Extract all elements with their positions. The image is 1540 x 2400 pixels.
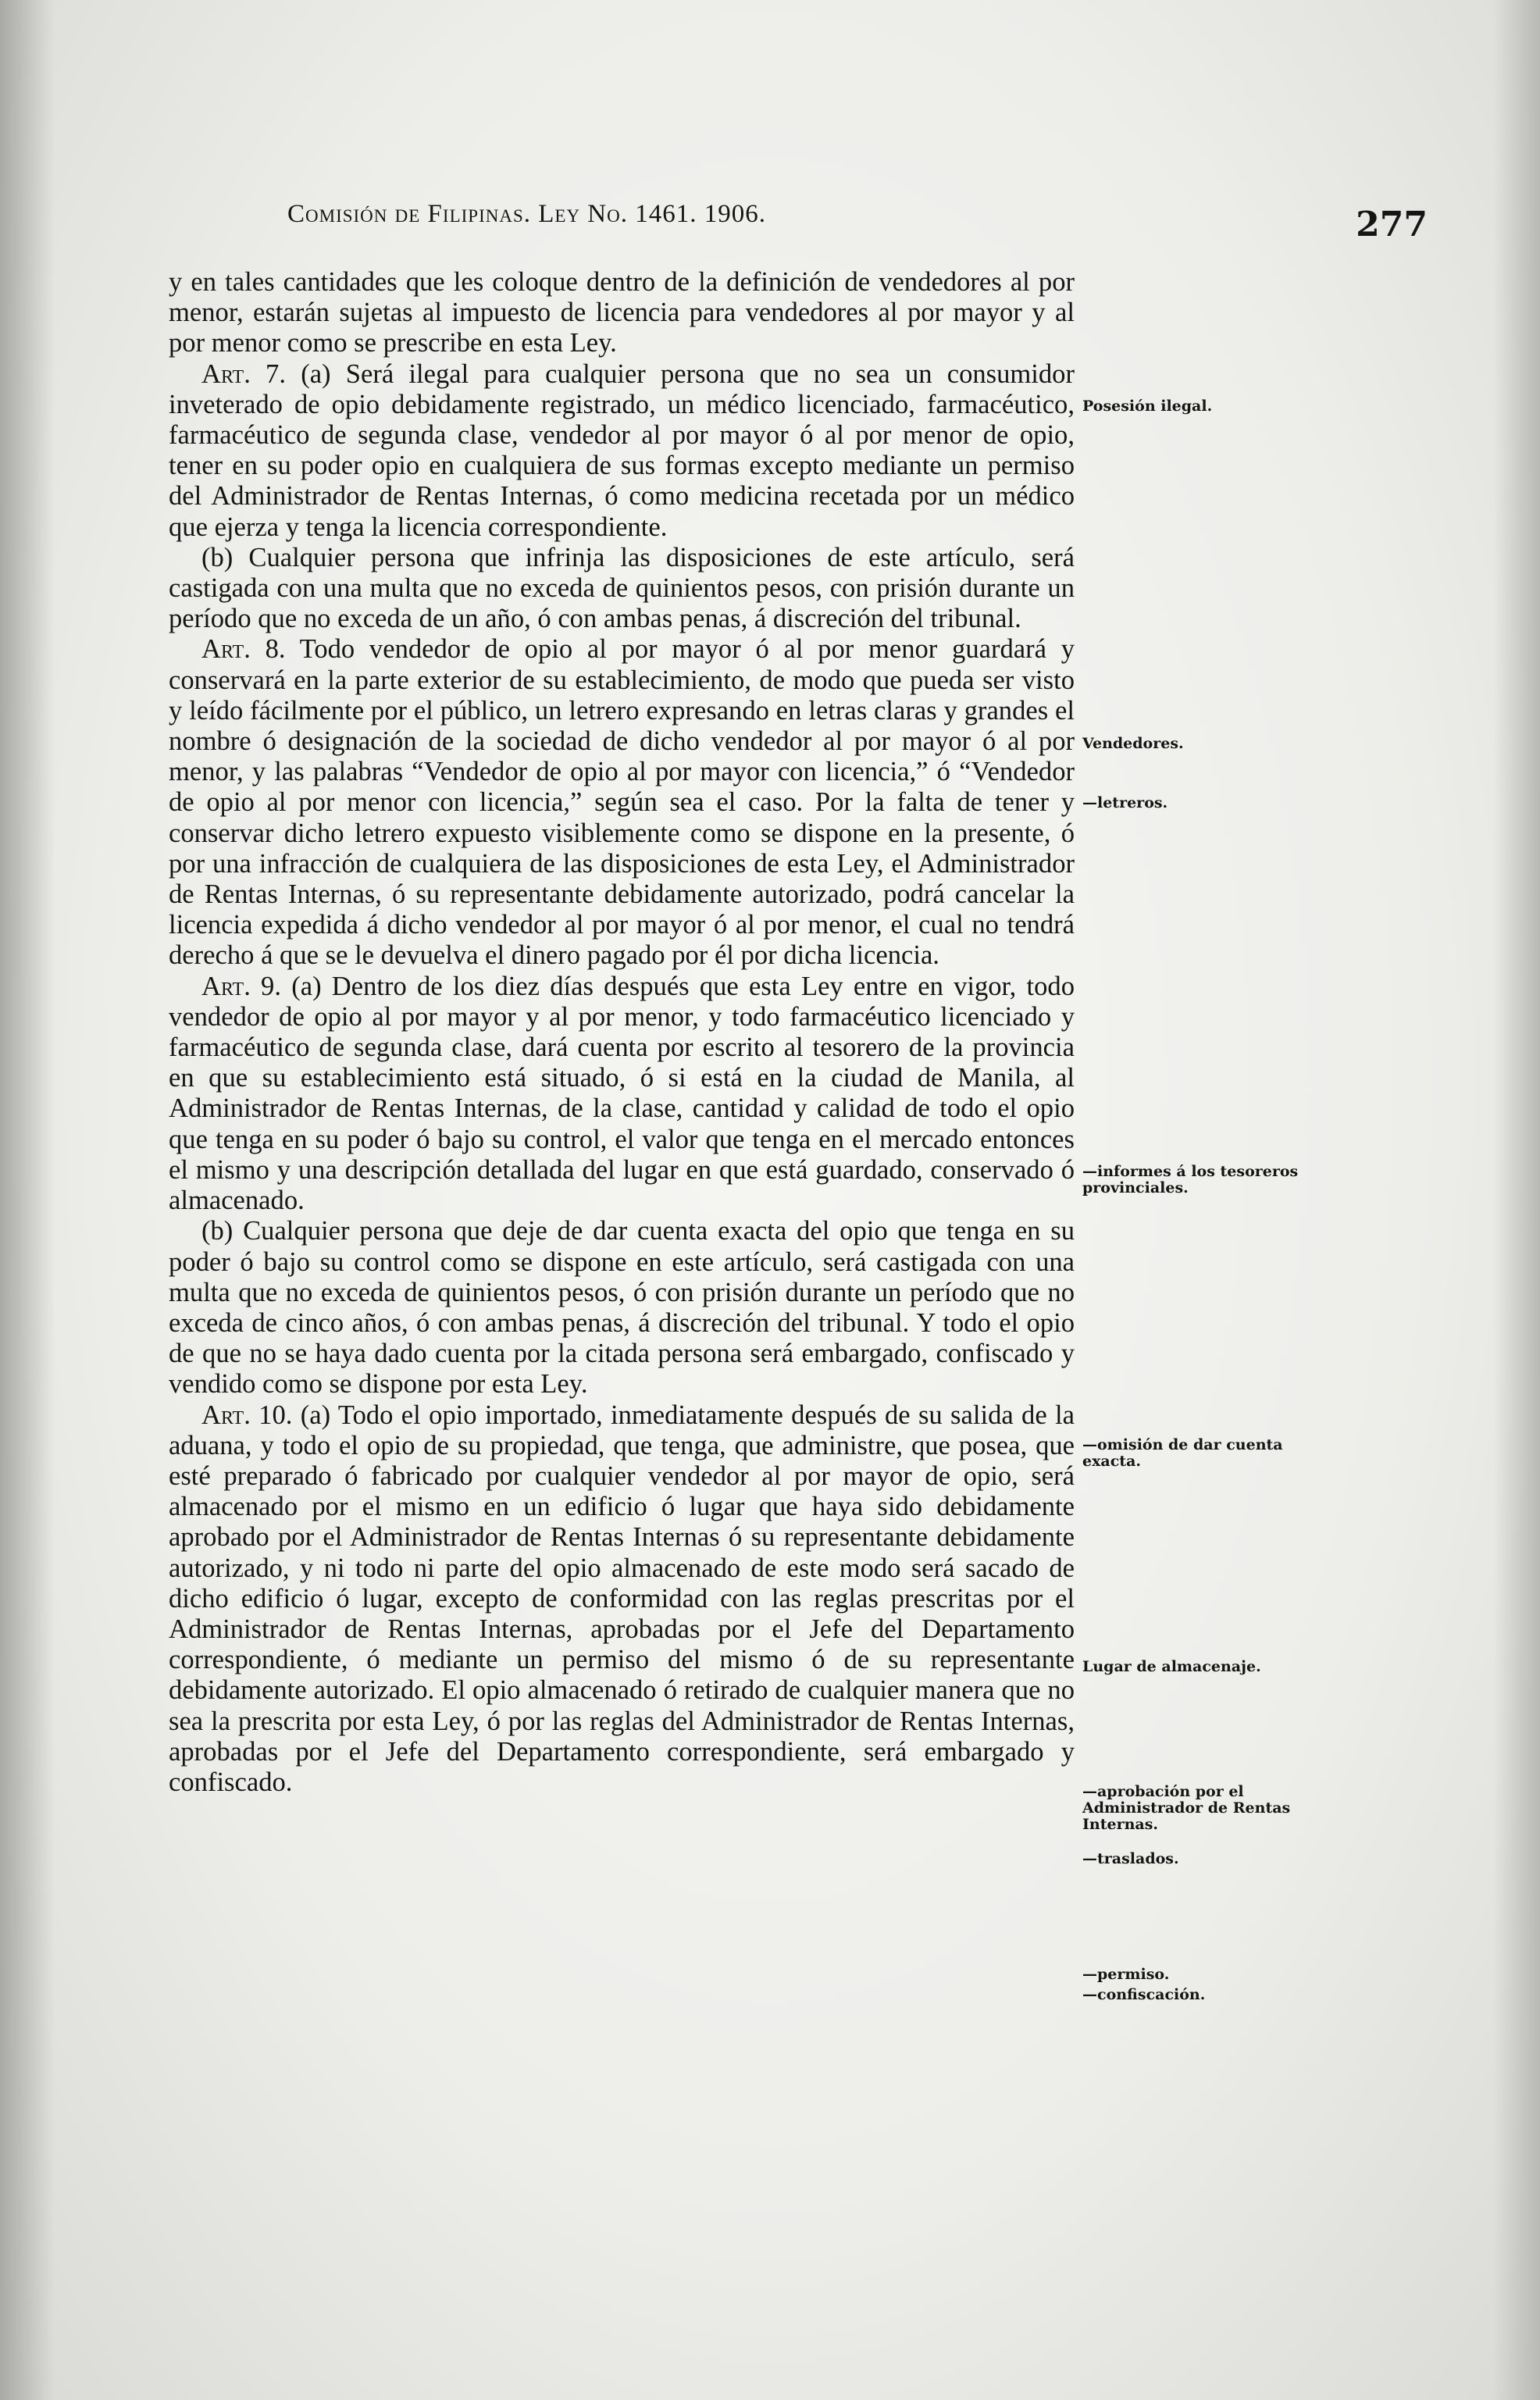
- running-head: Comisión de Filipinas. Ley No. 1461. 1906.: [287, 200, 767, 228]
- paragraph-text: (b) Cualquier persona que deje de dar cuenta exacta del opio que tenga en su poder ó bajo su control como se dispone en este artículo, será castigada con una multa que no exceda de quinientos pesos, ó con prisión durante un período que no exceda de cinco años, ó con ambas penas, á discreción del tribunal. Y todo el opio de que no se haya dado cuenta por la citada persona será embargado, confiscado y vendido como se dispone por esta Ley.: [169, 1216, 1075, 1400]
- margin-note-posesion-ilegal: Posesión ilegal.: [1082, 398, 1213, 415]
- article-label: Art. 9.: [201, 971, 281, 1001]
- article-label: Art. 7.: [201, 358, 286, 389]
- paragraph-text: (a) Dentro de los diez días después que esta Ley entre en vigor, todo vendedor de opio al por mayor y al por menor, y todo farmacéutico licenciado y farmacéutico de segunda clase, dará cuenta por escrito al tesorero de la provincia en que su establecimiento está situado, ó si está en la ciudad de Manila, al Administrador de Rentas Internas, de la clase, cantidad y calidad de todo el opio que tenga en su poder ó bajo su control, el valor que tenga en el mercado entonces el mismo y una descripción detallada del lugar en que está guardado, conservado ó almacenado.: [169, 971, 1075, 1216]
- paragraph-text: (a) Será ilegal para cualquier persona que no sea un consumidor inveterado de opio debidamente registrado, un médico licenciado, farmacéutico, farmacéutico de segunda clase, vendedor al por mayor ó al por menor de opio, tener en su poder opio en cualquiera de sus formas excepto mediante un permiso del Administrador de Rentas Internas, ó como medicina recetada por un médico que ejerza y tenga la licencia correspondiente.: [169, 358, 1075, 542]
- margin-note-lugar-almacenaje: Lugar de almacenaje.: [1082, 1658, 1261, 1675]
- margin-note-omision: —omisión de dar cuenta exacta.: [1082, 1436, 1283, 1470]
- paragraph-art-8: [169, 634, 1075, 971]
- paragraph-text: (b) Cualquier persona que infrinja las disposiciones de este artículo, será castigada con una multa que no exceda de quinientos pesos, con prisión durante un período que no exceda de un año, ó con ambas penas, á discreción del tribunal.: [169, 542, 1075, 634]
- article-label: Art. 8.: [201, 634, 286, 665]
- margin-note-permiso: —permiso.: [1082, 1966, 1170, 1983]
- paragraph-text: Todo vendedor de opio al por mayor ó al por menor guardará y conservará en la parte exterior de su establecimiento, de modo que pueda ser visto y leído fácilmente por el público, un letrero expresando en letras claras y grandes el nombre ó designación de la sociedad de dicho vendedor al por mayor ó al por menor, y las palabras “Vendedor de opio al por mayor con licencia,” ó “Vendedor de opio al por menor con licencia,” según sea el caso. Por la falta de tener y conservar dicho letrero expuesto visiblemente como se dispone en la presente, ó por una infracción de cualquiera de las disposiciones de esta Ley, el Administrador de Rentas Internas, ó su representante debidamente autorizado, podrá cancelar la licencia expedida á dicho vendedor al por mayor ó al por menor, el cual no tendrá derecho á que se le devuelva el dinero pagado por él por dicha licencia.: [169, 634, 1075, 971]
- body-text: [169, 267, 1075, 1798]
- margin-notes: [1082, 0, 1309, 2400]
- paragraph-art-7b: [169, 543, 1075, 635]
- margin-note-informes: —informes á los tesoreros provinciales.: [1082, 1163, 1299, 1196]
- margin-note-aprobacion: —aprobación por el Administrador de Rentas Internas.: [1082, 1783, 1291, 1833]
- paragraph-art-10a: [169, 1400, 1075, 1799]
- page-shadow-right: [1493, 0, 1540, 2400]
- page-number: 277: [1356, 205, 1428, 244]
- margin-note-traslados: —traslados.: [1082, 1850, 1179, 1867]
- margin-note-confiscacion: —confiscación.: [1082, 1986, 1206, 2003]
- paragraph-text: (a) Todo el opio importado, inmediatamente después de su salida de la aduana, y todo el opio de su propiedad, que tenga, que administre, que posea, que esté preparado ó fabricado por cualquier vendedor al por mayor de opio, será almacenado por el mismo en un edificio ó lugar que haya sido debidamente aprobado por el Administrador de Rentas Internas ó su representante debidamente autorizado, y ni todo ni parte del opio almacenado de este modo será sacado de dicho edificio ó lugar, excepto de conformidad con las reglas prescritas por el Administrador de Rentas Internas, aprobadas por el Jefe del Departamento correspondiente, ó mediante un permiso del mismo ó de su representante debidamente autorizado. El opio almacenado ó retirado de cualquier manera que no sea la prescrita por esta Ley, ó por las reglas del Administrador de Rentas Internas, aprobadas por el Jefe del Departamento correspondiente, será embargado y confiscado.: [169, 1400, 1075, 1797]
- paragraph-text: y en tales cantidades que les coloque dentro de la definición de vendedores al por menor, estarán sujetas al impuesto de licencia para vendedores al por mayor y al por menor como se prescribe en esta Ley.: [169, 267, 1075, 358]
- paragraph-art-9b: [169, 1216, 1075, 1400]
- article-label: Art. 10.: [201, 1400, 293, 1430]
- paragraph-art-7a: [169, 359, 1075, 543]
- paragraph-continuation: [169, 267, 1075, 359]
- paragraph-art-9a: [169, 972, 1075, 1217]
- page-shadow-left: [0, 0, 55, 2400]
- margin-note-vendedores: Vendedores.: [1082, 735, 1184, 752]
- margin-note-letreros: —letreros.: [1082, 794, 1168, 811]
